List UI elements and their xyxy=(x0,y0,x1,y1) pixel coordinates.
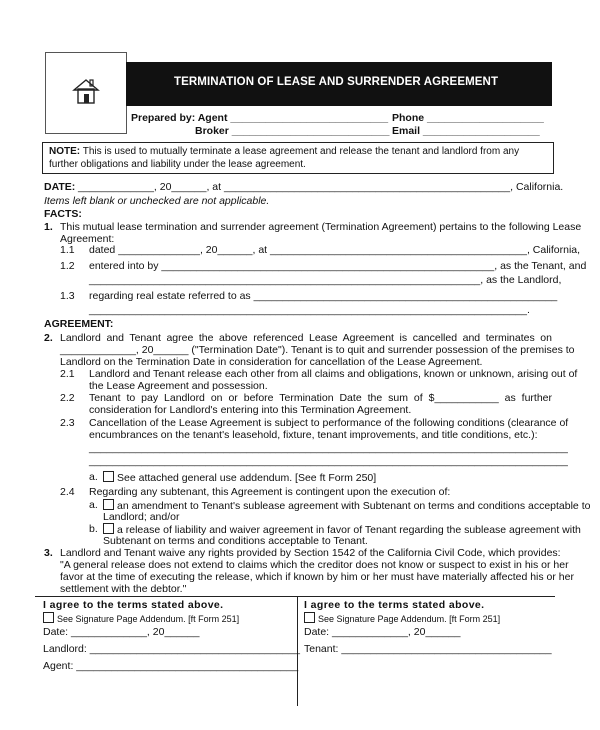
date-label: DATE: xyxy=(44,181,76,193)
real-estate-field-cont[interactable]: ___________________________________________________________________________. xyxy=(89,304,530,316)
lease-dated-field[interactable]: dated ______________, 20______, at ____________________________________________, California, xyxy=(89,244,581,256)
item-number: 1.2 xyxy=(60,260,75,272)
item-number: 2. xyxy=(44,332,53,344)
checkbox-label: See attached general use addendum. [See ft Form 250] xyxy=(117,472,377,484)
checkbox[interactable] xyxy=(103,499,114,510)
item-letter: a. xyxy=(89,471,98,483)
item-letter: b. xyxy=(89,523,98,535)
item-number: 3. xyxy=(44,547,53,559)
broker-field[interactable]: Broker ___________________________ xyxy=(195,125,390,137)
checkbox-label: See Signature Page Addendum. [ft Form 251] xyxy=(57,614,240,624)
landlord-date-field[interactable]: Date: _____________, 20______ xyxy=(43,626,200,638)
email-field[interactable]: Email ____________________ xyxy=(392,125,540,137)
checkbox-label: a release of liability and waiver agreement in favor of Tenant regarding the sublease agreement with xyxy=(117,524,581,536)
item3-quote: "A general release does not extend to claims which the creditor does not know or suspect to exist in his or her xyxy=(60,559,569,571)
house-icon xyxy=(71,77,101,107)
item3-quote-end: settlement with the debtor." xyxy=(60,583,187,595)
landlord-addendum-option[interactable] xyxy=(43,612,239,624)
s22-text-cont: consideration for Landlord's entering into this Termination Agreement. xyxy=(89,404,412,416)
document-title: TERMINATION OF LEASE AND SURRENDER AGREEMENT xyxy=(174,76,499,88)
tenant-signature-field[interactable]: Tenant: ____________________________________ xyxy=(304,643,552,655)
checkbox[interactable] xyxy=(304,612,315,623)
checkbox[interactable] xyxy=(43,612,54,623)
checkbox[interactable] xyxy=(103,523,114,534)
checkbox-label: an amendment to Tenant's sublease agreement with Subtenant on terms and conditions acceptable to xyxy=(117,500,591,512)
s23-text: Cancellation of the Lease Agreement is subject to performance of the following conditions (clearance of xyxy=(89,417,569,429)
agent-signature-field[interactable]: Agent: ______________________________________ xyxy=(43,660,299,672)
item1-text: This mutual lease termination and surrender agreement (Termination Agreement) pertains to the following Lease xyxy=(60,221,582,233)
item-number: 2.2 xyxy=(60,392,75,404)
prepared-by-agent-field[interactable]: Prepared by: Agent ___________________________ xyxy=(131,112,389,124)
landlord-signature-field[interactable]: Landlord: ____________________________________ xyxy=(43,643,300,655)
tenant-addendum-option[interactable] xyxy=(304,612,500,624)
item-number: 2.1 xyxy=(60,368,75,380)
s24-text: Regarding any subtenant, this Agreement is contingent upon the execution of: xyxy=(89,486,451,498)
logo-box xyxy=(45,52,127,134)
general-use-addendum-option[interactable] xyxy=(103,471,376,484)
item-number: 1.1 xyxy=(60,244,75,256)
landlord-field[interactable]: ___________________________________________________________________, as the Landlord, xyxy=(89,274,562,286)
note-text: This is used to mutually terminate a lease agreement and release the tenant and landlord from any further obligations and liability under the lease agreement. xyxy=(49,146,520,170)
item3-text: Landlord and Tenant waive any rights provided by Section 1542 of the California Civil Code, which provides: xyxy=(60,547,561,559)
agreement-heading: AGREEMENT: xyxy=(44,318,114,330)
checkbox-label: See Signature Page Addendum. [ft Form 251] xyxy=(318,614,501,624)
real-estate-field[interactable]: regarding real estate referred to as ____________________________________________________ xyxy=(89,290,558,302)
item-number: 2.4 xyxy=(60,486,75,498)
tenant-field[interactable]: entered into by _________________________________________________________, as the Tenant, and xyxy=(89,260,587,272)
facts-heading: FACTS: xyxy=(44,208,82,220)
phone-field[interactable]: Phone ____________________ xyxy=(392,112,544,124)
item-number: 2.3 xyxy=(60,417,75,429)
note-label: NOTE: xyxy=(49,146,81,157)
item-number: 1.3 xyxy=(60,290,75,302)
note-box xyxy=(42,142,554,174)
s24a-text-cont: Landlord; and/or xyxy=(103,511,180,523)
blank-items-note: Items left blank or unchecked are not applicable. xyxy=(44,195,270,207)
date-field[interactable]: _____________, 20______, at _________________________________________________, California. xyxy=(78,181,564,193)
item1-text-cont: Agreement: xyxy=(60,233,115,245)
item2-text-cont: Landlord on the Termination Date in consideration for cancellation of the Lease Agreement. xyxy=(60,356,483,368)
termination-date-field[interactable]: _____________, 20______ ("Termination Date"). Tenant is to quit and surrender possession of the premises to xyxy=(60,344,575,356)
tenant-agree-text: I agree to the terms stated above. xyxy=(304,599,485,611)
sum-field[interactable]: Tenant to pay Landlord on or before Termination Date the sum of $___________ as further xyxy=(89,392,552,404)
s23-text-cont: encumbrances on the tenant's leasehold, fixture, tenant improvements, and title conditions, etc.): xyxy=(89,429,538,441)
conditions-field[interactable]: __________________________________________________________________________________ xyxy=(89,442,568,454)
item-letter: a. xyxy=(89,499,98,511)
landlord-agree-text: I agree to the terms stated above. xyxy=(43,599,224,611)
item2-text: Landlord and Tenant agree the above referenced Lease Agreement is cancelled and terminates on xyxy=(60,332,552,344)
item-number: 1. xyxy=(44,221,53,233)
conditions-field[interactable]: __________________________________________________________________________________ xyxy=(89,455,568,467)
tenant-date-field[interactable]: Date: _____________, 20______ xyxy=(304,626,461,638)
s24b-text-cont: Subtenant on terms and conditions acceptable to Tenant. xyxy=(103,535,368,547)
s21-text-cont: the Lease Agreement and possession. xyxy=(89,380,268,392)
checkbox[interactable] xyxy=(103,471,114,482)
item3-quote-cont: favor at the time of executing the release, which if known by him or her must have materially affected his or her xyxy=(60,571,574,583)
s21-text: Landlord and Tenant release each other from all claims and obligations, known or unknown, arising out of xyxy=(89,368,578,380)
